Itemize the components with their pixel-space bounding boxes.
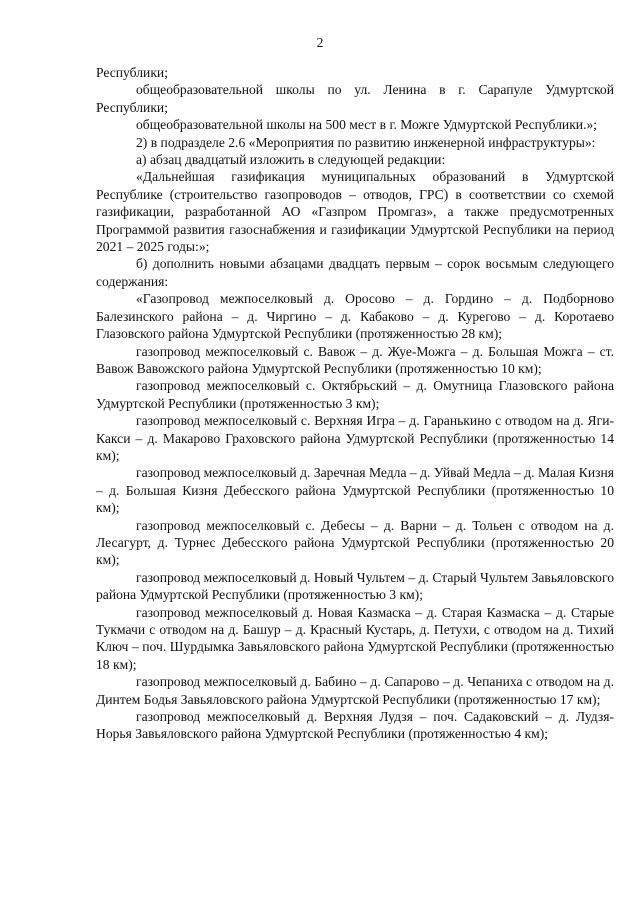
paragraph: Республики; bbox=[96, 65, 168, 80]
paragraph: общеобразовательной школы на 500 мест в г. Можге Удмуртской Республики.»; bbox=[136, 117, 598, 133]
paragraph: газопровод межпоселковый д. Новая Казмаска – д. Старая Казмаска – д. Старые Тукмачи с отводом на д. Башур – д. Красный Кустарь, д. Петухи, с отводом на д. Тихий Ключ – поч. Шурдымка Завьяловского района Удмуртской Республики (протяженностью 18 км); bbox=[96, 604, 614, 672]
paragraph: 2) в подразделе 2.6 «Мероприятия по развитию инженерной инфраструктуры»: bbox=[136, 134, 596, 150]
page-number: 2 bbox=[316, 35, 324, 50]
paragraph: газопровод межпоселковый с. Октябрьский – д. Омутница Глазовского района Удмуртской Республики (протяженностью 3 км); bbox=[96, 378, 614, 411]
paragraph: газопровод межпоселковый д. Заречная Медла – д. Уйвай Медла – д. Малая Кизня – д. Большая Кизня Дебесского района Удмуртской Республики (протяженностью 10 км); bbox=[96, 465, 614, 516]
paragraph: газопровод межпоселковый с. Вавож – д. Жуе-Можга – д. Большая Можга – ст. Вавож Вавожского района Удмуртской Республики (протяженностью 10 км); bbox=[96, 343, 614, 376]
paragraph: газопровод межпоселковый д. Новый Чультем – д. Старый Чультем Завьяловского района Удмуртской Республики (протяженностью 3 км); bbox=[96, 569, 614, 603]
paragraph: общеобразовательной школы по ул. Ленина в г. Сарапуле Удмуртской Республики; bbox=[96, 82, 614, 115]
paragraph: газопровод межпоселковый с. Верхняя Игра – д. Гаранькино с отводом на д. Яги-Какси – д. Макарово Граховского района Удмуртской Республики (протяженностью 14 км); bbox=[96, 413, 614, 463]
paragraph: «Газопровод межпоселковый д. Оросово – д. Гордино – д. Подборново Балезинского района – д. Чиргино – д. Кабаково – д. Курегово – д. Коротаево Глазовского района Удмуртской Республики (протяженностью 28 км); bbox=[96, 291, 614, 342]
paragraph: а) абзац двадцатый изложить в следующей редакции: bbox=[136, 152, 446, 168]
document-body bbox=[96, 64, 614, 743]
paragraph: газопровод межпоселковый д. Бабино – д. Сапарово – д. Чепаниха с отводом на д. Динтем Бодья Завьяловского района Удмуртской Республики (протяженностью 17 км); bbox=[96, 674, 614, 707]
paragraph: газопровод межпоселковый д. Верхняя Лудзя – поч. Садаковский – д. Лудзя-Норья Завьяловского района Удмуртской Республики (протяженностью 4 км); bbox=[96, 709, 614, 742]
paragraph: газопровод межпоселковый с. Дебесы – д. Варни – д. Тольен с отводом на д. Лесагурт, д. Турнес Дебесского района Удмуртской Республики (протяженностью 20 км); bbox=[96, 517, 614, 568]
paragraph: б) дополнить новыми абзацами двадцать первым – сорок восьмым следующего содержания: bbox=[96, 256, 614, 289]
paragraph: «Дальнейшая газификация муниципальных образований в Удмуртской Республике (строительство газопроводов – отводов, ГРС) в соответствии со схемой газификации, разработанной АО «Газпром Промгаз», а также предусмотренных Программой развития газоснабжения и газификации Удмуртской Республики на период 2021 – 2025 годы:»; bbox=[96, 169, 614, 255]
